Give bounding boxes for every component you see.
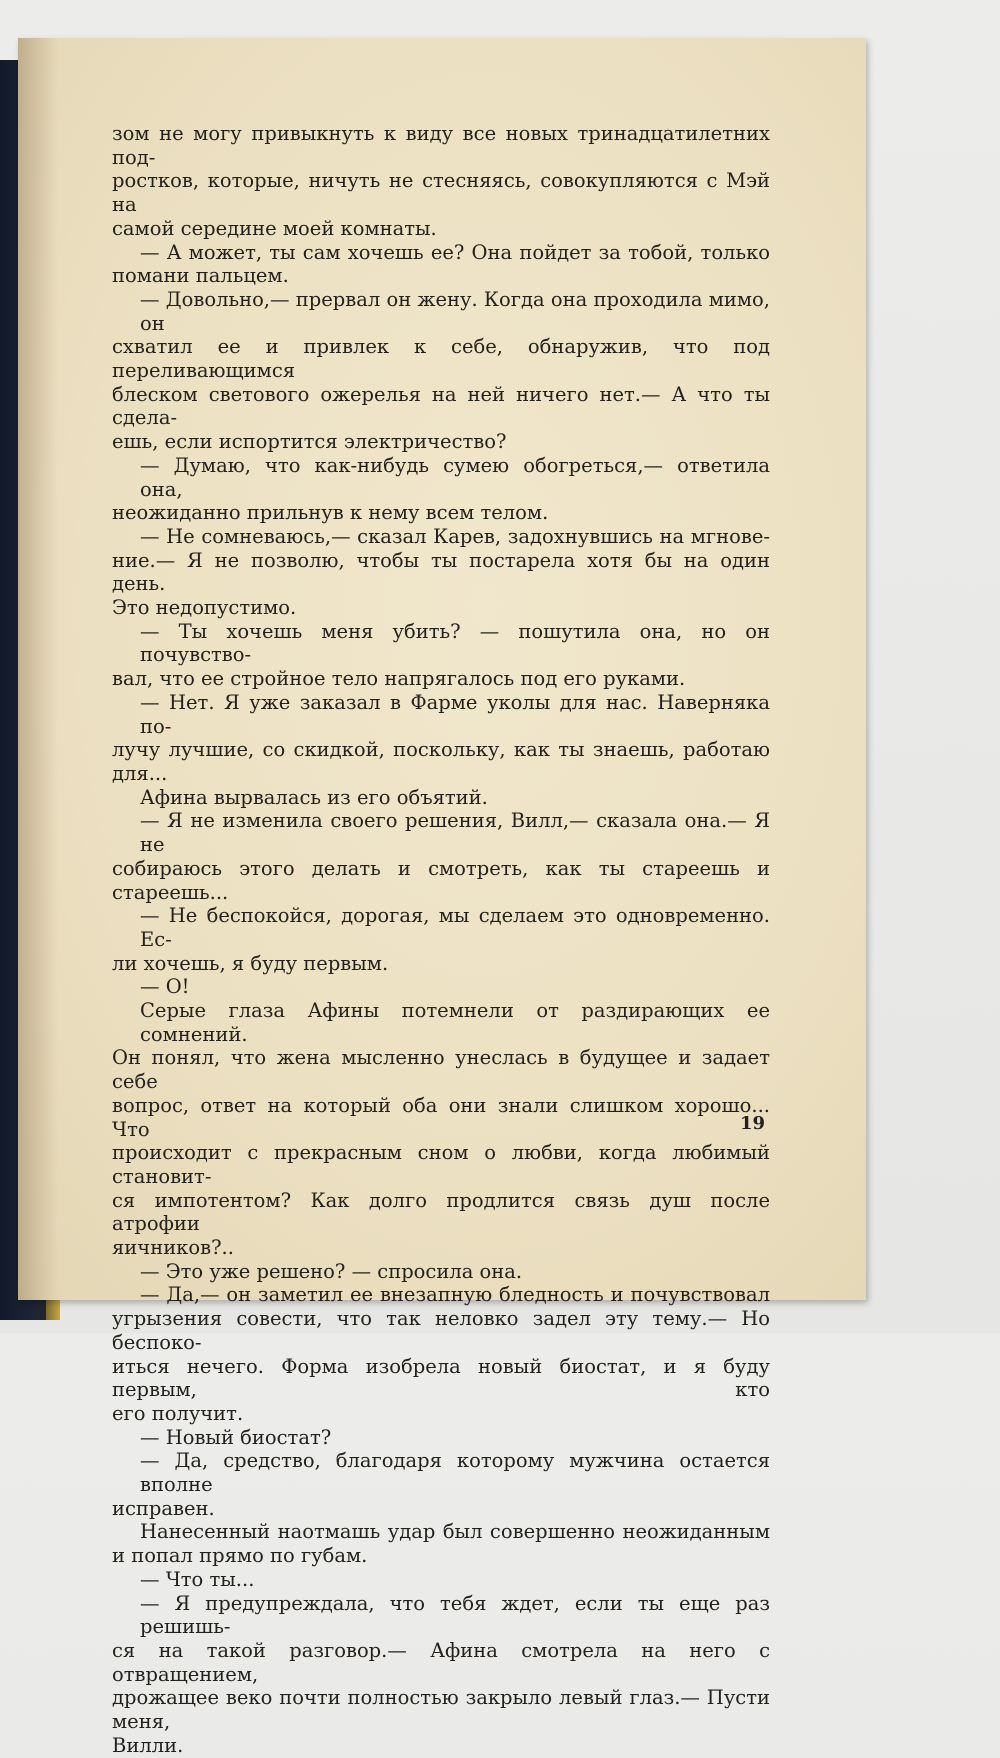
text-line: — Ты хочешь меня убить? — пошутила она, но он почувство-: [140, 619, 770, 667]
text-line: — Что ты...: [140, 1567, 255, 1591]
text-line: иться нечего. Форма изобрела новый биостат, и я буду первым, кто: [112, 1354, 770, 1402]
text-line: собираюсь этого делать и смотреть, как ты стареешь и стареешь...: [112, 856, 770, 904]
text-line: ростков, которые, ничуть не стесняясь, совокупляются с Мэй на: [112, 169, 770, 217]
text-line: — Не сомневаюсь,— сказал Карев, задохнувшись на мгнове-: [140, 524, 770, 548]
text-line: ли хочешь, я буду первым.: [112, 951, 389, 975]
text-block: [112, 122, 770, 1758]
text-line: Это недопустимо.: [112, 596, 297, 620]
text-line: блеском светового ожерелья на ней ничего нет.— А что ты сдела-: [112, 382, 770, 430]
page-gutter-shadow: [18, 38, 58, 1300]
text-line: неожиданно прильнув к нему всем телом.: [112, 501, 549, 525]
text-line: вал, что ее стройное тело напрягалось под его руками.: [112, 667, 686, 691]
text-line: — Это уже решено? — спросила она.: [140, 1259, 523, 1283]
text-line: зом не могу привыкнуть к виду все новых тринадцатилетних под-: [112, 122, 770, 169]
text-line: — Новый биостат?: [140, 1425, 332, 1449]
text-line: — Я не изменила своего решения, Вилл,— сказала она.— Я не: [140, 809, 770, 857]
text-line: самой середине моей комнаты.: [112, 216, 437, 240]
text-line: угрызения совести, что так неловко задел эту тему.— Но беспоко-: [112, 1307, 770, 1354]
text-line: Серые глаза Афины потемнели от раздирающих ее сомнений.: [140, 999, 770, 1046]
text-line: — Да, средство, благодаря которому мужчина остается вполне: [140, 1449, 770, 1497]
text-line: дрожащее веко почти полностью закрыло левый глаз.— Пусти меня,: [112, 1686, 770, 1734]
text-line: Вилли.: [112, 1733, 184, 1757]
text-line: происходит с прекрасным сном о любви, когда любимый становит-: [112, 1141, 770, 1188]
text-line: яичников?..: [112, 1236, 234, 1260]
text-line: — Не беспокойся, дорогая, мы сделаем это одновременно. Ес-: [140, 904, 770, 951]
text-line: схватил ее и привлек к себе, обнаружив, что под переливающимся: [112, 335, 770, 383]
text-line: его получит.: [112, 1401, 244, 1425]
text-line: вопрос, ответ на который оба они знали слишком хорошо... Что: [112, 1093, 770, 1141]
text-line: ешь, если испортится электричество?: [112, 430, 507, 454]
text-line: — А может, ты сам хочешь ее? Она пойдет за тобой, только: [140, 240, 770, 264]
text-line: — Да,— он заметил ее внезапную бледность и почувствовал: [140, 1283, 770, 1307]
text-line: помани пальцем.: [112, 264, 289, 288]
text-line: и попал прямо по губам.: [112, 1544, 368, 1568]
text-line: Он понял, что жена мысленно унеслась в будущее и задает себе: [112, 1046, 770, 1094]
page-body-text: [112, 122, 770, 1758]
text-line: ние.— Я не позволю, чтобы ты постарела хотя бы на один день.: [112, 548, 770, 596]
text-line: Афина вырвалась из его объятий.: [140, 785, 488, 809]
text-line: — Я предупреждала, что тебя ждет, если ты еще раз решишь-: [140, 1591, 770, 1639]
page-number: 19: [740, 1113, 766, 1134]
text-line: ся на такой разговор.— Афина смотрела на него с отвращением,: [112, 1639, 770, 1686]
text-line: ся импотентом? Как долго продлится связь душ после атрофии: [112, 1188, 770, 1236]
text-line: Нанесенный наотмашь удар был совершенно неожиданным: [140, 1520, 770, 1544]
text-line: — Думаю, что как-нибудь сумею обогреться,— ответила она,: [140, 453, 770, 501]
text-line: — Нет. Я уже заказал в Фарме уколы для нас. Наверняка по-: [140, 690, 770, 738]
text-line: — О!: [140, 975, 190, 999]
text-line: — Довольно,— прервал он жену. Когда она проходила мимо, он: [140, 287, 770, 335]
text-line: лучу лучшие, со скидкой, поскольку, как ты знаешь, работаю для...: [112, 738, 770, 785]
text-line: исправен.: [112, 1496, 215, 1520]
